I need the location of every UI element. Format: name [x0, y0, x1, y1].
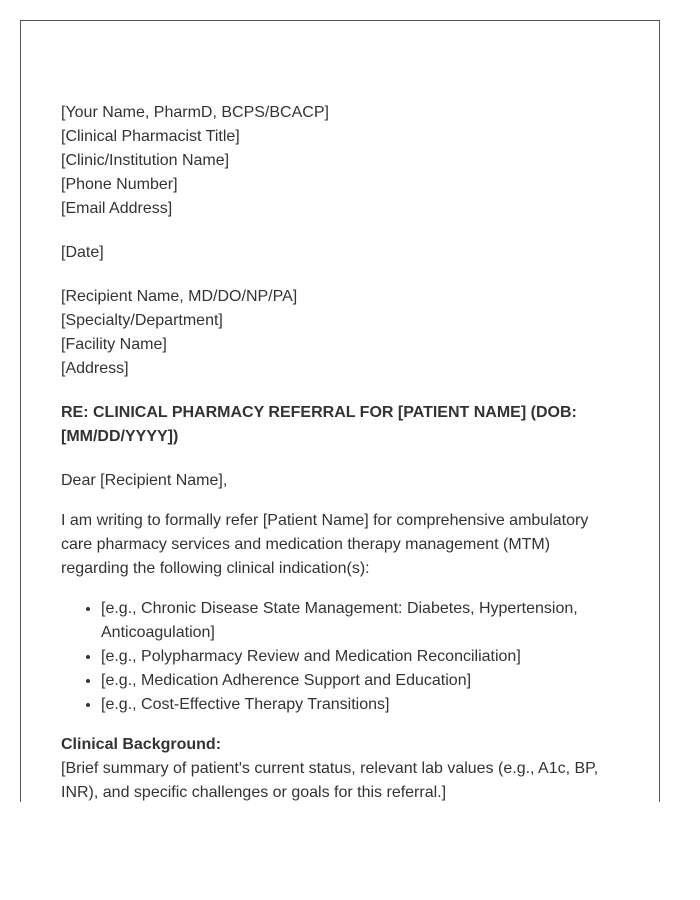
- recipient-name: [Recipient Name, MD/DO/NP/PA]: [61, 288, 298, 305]
- sender-email: [Email Address]: [61, 200, 173, 217]
- sender-block: [61, 101, 611, 221]
- list-item: • [e.g., Cost-Effective Therapy Transitions]: [101, 693, 611, 717]
- date-block: [61, 241, 611, 265]
- letter-date: [Date]: [61, 244, 104, 261]
- clinical-background-heading: Clinical Background:: [61, 736, 222, 753]
- recipient-address: [Address]: [61, 360, 129, 377]
- sender-institution: [Clinic/Institution Name]: [61, 152, 230, 169]
- recipient-department: [Specialty/Department]: [61, 312, 223, 329]
- letter-content: [61, 101, 611, 802]
- letter-page: [20, 20, 660, 802]
- sender-title: [Clinical Pharmacist Title]: [61, 128, 240, 145]
- clinical-background-body: [Brief summary of patient's current status, relevant lab values (e.g., A1c, BP, INR), and specific challenges or goals for this referral.]: [61, 760, 599, 801]
- clinical-background-section: [61, 733, 611, 802]
- intro-paragraph: I am writing to formally refer [Patient Name] for comprehensive ambulatory care pharmacy services and medication therapy management (MTM) regarding the following clinical indication(s):: [61, 512, 589, 577]
- salutation: Dear [Recipient Name],: [61, 472, 228, 489]
- sender-name: [Your Name, PharmD, BCPS/BCACP]: [61, 104, 329, 121]
- list-item: • [e.g., Polypharmacy Review and Medication Reconciliation]: [101, 645, 611, 669]
- indications-list: [61, 597, 611, 717]
- recipient-facility: [Facility Name]: [61, 336, 167, 353]
- sender-phone: [Phone Number]: [61, 176, 178, 193]
- subject-line: RE: CLINICAL PHARMACY REFERRAL FOR [PATIENT NAME] (DOB: [MM/DD/YYYY]): [61, 404, 577, 445]
- recipient-block: [61, 285, 611, 381]
- list-item: • [e.g., Medication Adherence Support and Education]: [101, 669, 611, 693]
- list-item: • [e.g., Chronic Disease State Management: Diabetes, Hypertension, Anticoagulation]: [101, 597, 611, 645]
